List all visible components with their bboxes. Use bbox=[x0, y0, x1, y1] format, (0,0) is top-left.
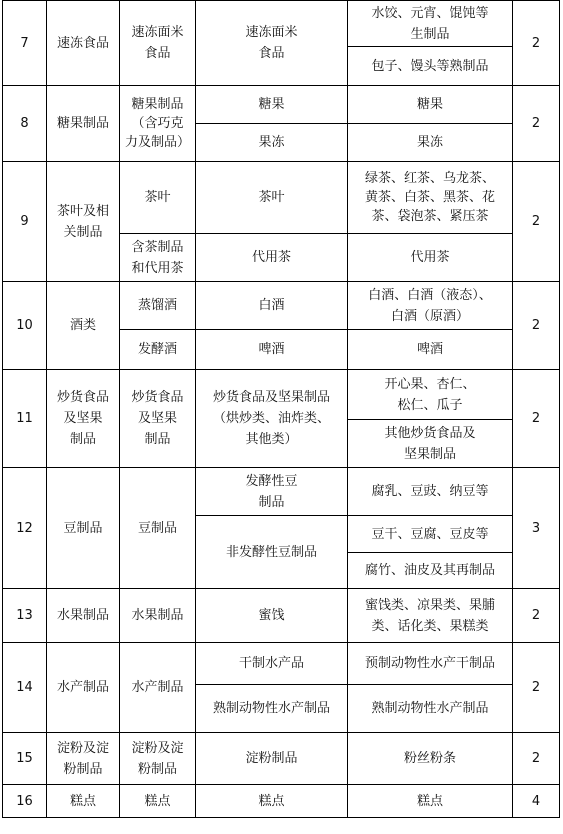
row-number: 15 bbox=[3, 733, 47, 785]
food-detail: 粉丝粉条 bbox=[348, 733, 513, 785]
food-detail: 开心果、杏仁、 松仁、瓜子 bbox=[348, 370, 513, 420]
row-number: 13 bbox=[3, 589, 47, 643]
food-category: 糕点 bbox=[47, 785, 120, 818]
row-number: 11 bbox=[3, 370, 47, 468]
row-number: 7 bbox=[3, 1, 47, 86]
food-subcategory: 含茶制品 和代用茶 bbox=[120, 234, 196, 282]
item-count: 2 bbox=[513, 86, 560, 162]
food-category: 糖果制品 bbox=[47, 86, 120, 162]
food-subcategory: 速冻面米 食品 bbox=[120, 1, 196, 86]
food-item: 代用茶 bbox=[196, 234, 348, 282]
table-row-9 bbox=[3, 162, 560, 234]
table-row-13 bbox=[3, 589, 560, 643]
food-detail: 蜜饯类、凉果类、果脯 类、话化类、果糕类 bbox=[348, 589, 513, 643]
item-count: 3 bbox=[513, 468, 560, 589]
table-row-10 bbox=[3, 282, 560, 330]
food-category: 酒类 bbox=[47, 282, 120, 370]
item-count: 2 bbox=[513, 643, 560, 733]
food-subcategory: 发酵酒 bbox=[120, 330, 196, 370]
food-subcategory: 豆制品 bbox=[120, 468, 196, 589]
food-detail: 预制动物性水产干制品 bbox=[348, 643, 513, 685]
item-count: 2 bbox=[513, 733, 560, 785]
food-item: 炒货食品及坚果制品 （烘炒类、油炸类、 其他类） bbox=[196, 370, 348, 468]
food-item: 果冻 bbox=[196, 124, 348, 162]
table-row-16 bbox=[3, 785, 560, 818]
food-item: 茶叶 bbox=[196, 162, 348, 234]
food-detail: 豆干、豆腐、豆皮等 bbox=[348, 516, 513, 553]
food-category: 水果制品 bbox=[47, 589, 120, 643]
food-subcategory: 水果制品 bbox=[120, 589, 196, 643]
food-item: 熟制动物性水产制品 bbox=[196, 685, 348, 733]
food-detail: 啤酒 bbox=[348, 330, 513, 370]
food-subcategory: 糕点 bbox=[120, 785, 196, 818]
food-item: 蜜饯 bbox=[196, 589, 348, 643]
row-number: 9 bbox=[3, 162, 47, 282]
food-category: 淀粉及淀 粉制品 bbox=[47, 733, 120, 785]
food-item: 白酒 bbox=[196, 282, 348, 330]
item-count: 2 bbox=[513, 1, 560, 86]
food-detail: 腐乳、豆豉、纳豆等 bbox=[348, 468, 513, 516]
food-item: 啤酒 bbox=[196, 330, 348, 370]
food-category: 炒货食品 及坚果 制品 bbox=[47, 370, 120, 468]
row-number: 16 bbox=[3, 785, 47, 818]
food-detail: 果冻 bbox=[348, 124, 513, 162]
food-item: 速冻面米 食品 bbox=[196, 1, 348, 86]
food-detail: 糖果 bbox=[348, 86, 513, 124]
table-row-15 bbox=[3, 733, 560, 785]
row-number: 10 bbox=[3, 282, 47, 370]
table-row-11 bbox=[3, 370, 560, 420]
food-subcategory: 蒸馏酒 bbox=[120, 282, 196, 330]
row-number: 14 bbox=[3, 643, 47, 733]
food-detail: 包子、馒头等熟制品 bbox=[348, 47, 513, 86]
food-category: 速冻食品 bbox=[47, 1, 120, 86]
food-item: 淀粉制品 bbox=[196, 733, 348, 785]
food-category: 水产制品 bbox=[47, 643, 120, 733]
food-detail: 其他炒货食品及 坚果制品 bbox=[348, 420, 513, 468]
food-subcategory: 炒货食品 及坚果 制品 bbox=[120, 370, 196, 468]
food-item: 糕点 bbox=[196, 785, 348, 818]
item-count: 2 bbox=[513, 589, 560, 643]
food-item: 糖果 bbox=[196, 86, 348, 124]
food-detail: 糕点 bbox=[348, 785, 513, 818]
food-item: 发酵性豆 制品 bbox=[196, 468, 348, 516]
food-category: 豆制品 bbox=[47, 468, 120, 589]
table-row-14 bbox=[3, 643, 560, 685]
table-row-8 bbox=[3, 86, 560, 124]
item-count: 4 bbox=[513, 785, 560, 818]
food-category-table bbox=[2, 0, 560, 818]
table-row-7 bbox=[3, 1, 560, 47]
food-detail: 代用茶 bbox=[348, 234, 513, 282]
item-count: 2 bbox=[513, 370, 560, 468]
row-number: 8 bbox=[3, 86, 47, 162]
food-subcategory: 糖果制品 （含巧克 力及制品） bbox=[120, 86, 196, 162]
row-number: 12 bbox=[3, 468, 47, 589]
food-subcategory: 水产制品 bbox=[120, 643, 196, 733]
food-detail: 腐竹、油皮及其再制品 bbox=[348, 553, 513, 589]
food-detail: 白酒、白酒（液态）、 白酒（原酒） bbox=[348, 282, 513, 330]
food-item: 非发酵性豆制品 bbox=[196, 516, 348, 589]
food-detail: 熟制动物性水产制品 bbox=[348, 685, 513, 733]
food-subcategory: 茶叶 bbox=[120, 162, 196, 234]
food-detail: 绿茶、红茶、乌龙茶、 黄茶、白茶、黑茶、花 茶、袋泡茶、紧压茶 bbox=[348, 162, 513, 234]
item-count: 2 bbox=[513, 282, 560, 370]
food-category: 茶叶及相 关制品 bbox=[47, 162, 120, 282]
food-detail: 水饺、元宵、馄饨等 生制品 bbox=[348, 1, 513, 47]
food-item: 干制水产品 bbox=[196, 643, 348, 685]
item-count: 2 bbox=[513, 162, 560, 282]
table-row-12 bbox=[3, 468, 560, 516]
food-subcategory: 淀粉及淀 粉制品 bbox=[120, 733, 196, 785]
